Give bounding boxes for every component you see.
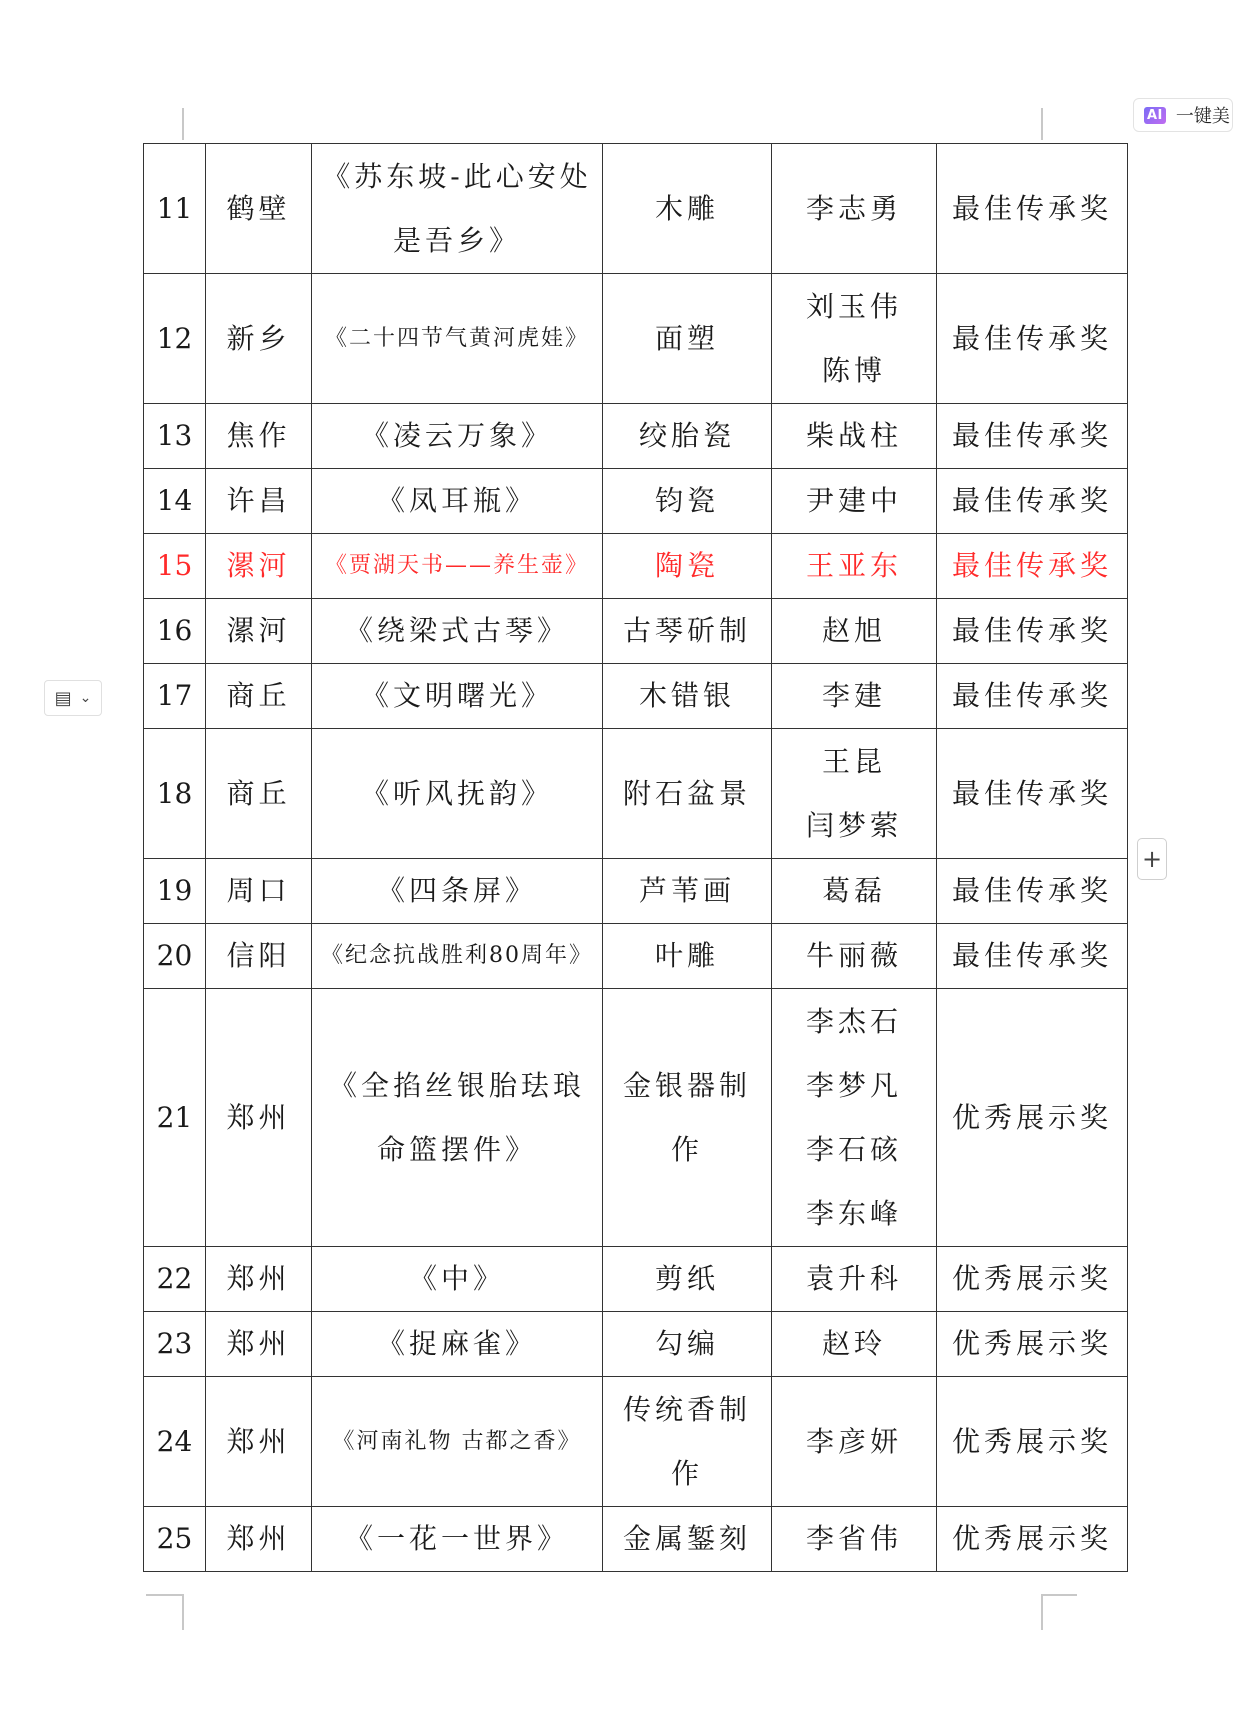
cell-city: 郑州 bbox=[206, 1247, 312, 1312]
cell-category-line: 绞胎瓷 bbox=[638, 419, 735, 452]
cell-work-title bbox=[312, 729, 603, 859]
cell-category-line: 钧瓷 bbox=[654, 484, 719, 517]
corner-mark-top-right bbox=[1041, 108, 1043, 140]
cell-city: 焦作 bbox=[206, 404, 312, 469]
cell-category bbox=[603, 989, 772, 1247]
cell-category-line: 面塑 bbox=[654, 321, 719, 355]
cell-author-line: 王昆 bbox=[821, 744, 886, 778]
cell-award: 最佳传承奖 bbox=[937, 274, 1128, 404]
cell-author bbox=[772, 924, 937, 989]
add-row-button[interactable] bbox=[1137, 838, 1167, 880]
cell-city: 商丘 bbox=[206, 664, 312, 729]
table-row bbox=[144, 144, 1128, 274]
cell-work-title bbox=[312, 859, 603, 924]
ai-beautify-button[interactable] bbox=[1133, 98, 1233, 132]
cell-work-title bbox=[312, 599, 603, 664]
cell-work-title bbox=[312, 1312, 603, 1377]
cell-city: 郑州 bbox=[206, 989, 312, 1247]
cell-author bbox=[772, 144, 937, 274]
cell-award: 最佳传承奖 bbox=[937, 599, 1128, 664]
cell-category bbox=[603, 1377, 772, 1507]
corner-mark-top-left bbox=[182, 108, 184, 140]
cell-author bbox=[772, 404, 937, 469]
ai-icon: AI bbox=[1144, 107, 1166, 124]
cell-award: 最佳传承奖 bbox=[937, 534, 1128, 599]
table-row bbox=[144, 924, 1128, 989]
cell-work-title-line: 《四条屏》 bbox=[376, 874, 537, 907]
cell-work-title-line: 《全掐丝银胎珐琅 bbox=[328, 1068, 585, 1102]
cell-work-title bbox=[312, 1507, 603, 1572]
cell-award: 最佳传承奖 bbox=[937, 144, 1128, 274]
corner-mark-bottom-right-h bbox=[1041, 1594, 1077, 1596]
cell-category bbox=[603, 534, 772, 599]
cell-work-title bbox=[312, 664, 603, 729]
cell-author-line: 李东峰 bbox=[805, 1196, 902, 1230]
cell-work-title-line: 《苏东坡-此心安处 bbox=[322, 159, 592, 193]
cell-category-line: 木雕 bbox=[654, 191, 719, 225]
cell-category-line: 勾编 bbox=[654, 1327, 719, 1360]
cell-city: 漯河 bbox=[206, 534, 312, 599]
corner-mark-bottom-left-h bbox=[146, 1594, 182, 1596]
cell-work-title-line: 《凤耳瓶》 bbox=[376, 484, 537, 517]
cell-work-title-line: 命篮摆件》 bbox=[376, 1132, 537, 1166]
cell-category bbox=[603, 924, 772, 989]
cell-author-line: 李建 bbox=[821, 679, 886, 712]
cell-author-line: 李石硋 bbox=[805, 1132, 902, 1166]
table-row bbox=[144, 664, 1128, 729]
cell-author bbox=[772, 534, 937, 599]
cell-work-title bbox=[312, 989, 603, 1247]
cell-work-title-line: 《文明曙光》 bbox=[360, 679, 553, 712]
paragraph-tool-button[interactable] bbox=[44, 680, 102, 716]
cell-number: 13 bbox=[144, 404, 206, 469]
cell-number: 15 bbox=[144, 534, 206, 599]
cell-city: 周口 bbox=[206, 859, 312, 924]
paragraph-icon: ▤ bbox=[54, 687, 72, 709]
cell-author-line: 袁升科 bbox=[805, 1262, 902, 1295]
table-row bbox=[144, 989, 1128, 1247]
ai-beautify-label: 一键美 bbox=[1175, 106, 1230, 127]
cell-work-title bbox=[312, 469, 603, 534]
cell-award: 优秀展示奖 bbox=[937, 1247, 1128, 1312]
cell-author-line: 王亚东 bbox=[805, 549, 902, 582]
awards-table bbox=[143, 143, 1128, 1572]
cell-number: 22 bbox=[144, 1247, 206, 1312]
cell-author-line: 牛丽薇 bbox=[805, 939, 902, 972]
cell-category bbox=[603, 859, 772, 924]
cell-work-title-line: 《二十四节气黄河虎娃》 bbox=[324, 325, 589, 351]
plus-icon: + bbox=[1141, 845, 1163, 873]
cell-work-title bbox=[312, 924, 603, 989]
cell-author bbox=[772, 729, 937, 859]
table-row bbox=[144, 1312, 1128, 1377]
cell-city: 商丘 bbox=[206, 729, 312, 859]
cell-award: 最佳传承奖 bbox=[937, 729, 1128, 859]
table-row bbox=[144, 729, 1128, 859]
cell-number: 19 bbox=[144, 859, 206, 924]
cell-author-line: 柴战柱 bbox=[805, 419, 902, 452]
cell-author-line: 李梦凡 bbox=[805, 1068, 902, 1102]
table-row bbox=[144, 859, 1128, 924]
cell-work-title bbox=[312, 144, 603, 274]
cell-award: 最佳传承奖 bbox=[937, 924, 1128, 989]
cell-category bbox=[603, 274, 772, 404]
table-row bbox=[144, 274, 1128, 404]
cell-work-title bbox=[312, 534, 603, 599]
cell-author-line: 李杰石 bbox=[805, 1004, 902, 1038]
table-row bbox=[144, 1377, 1128, 1507]
cell-award: 最佳传承奖 bbox=[937, 859, 1128, 924]
cell-number: 17 bbox=[144, 664, 206, 729]
cell-category-line: 作 bbox=[670, 1456, 703, 1490]
cell-category bbox=[603, 144, 772, 274]
cell-work-title-line: 《凌云万象》 bbox=[360, 419, 553, 452]
cell-award: 最佳传承奖 bbox=[937, 469, 1128, 534]
cell-category-line: 芦苇画 bbox=[638, 874, 735, 907]
cell-category bbox=[603, 729, 772, 859]
cell-author-line: 刘玉伟 bbox=[805, 289, 902, 323]
cell-author-line: 赵玲 bbox=[821, 1327, 886, 1360]
cell-author-line: 闫梦萦 bbox=[805, 808, 902, 842]
chevron-down-icon: ⌄ bbox=[79, 690, 92, 706]
cell-city: 漯河 bbox=[206, 599, 312, 664]
cell-city: 鹤壁 bbox=[206, 144, 312, 274]
cell-author bbox=[772, 1507, 937, 1572]
cell-category bbox=[603, 404, 772, 469]
awards-table-body bbox=[144, 144, 1128, 1572]
cell-work-title-line: 《中》 bbox=[408, 1262, 505, 1295]
cell-author bbox=[772, 599, 937, 664]
cell-author-line: 葛磊 bbox=[821, 874, 886, 907]
cell-award: 最佳传承奖 bbox=[937, 664, 1128, 729]
cell-category bbox=[603, 664, 772, 729]
cell-category-line: 金属錾刻 bbox=[622, 1522, 751, 1555]
cell-number: 16 bbox=[144, 599, 206, 664]
cell-number: 25 bbox=[144, 1507, 206, 1572]
cell-category bbox=[603, 1247, 772, 1312]
cell-author bbox=[772, 1247, 937, 1312]
cell-work-title-line: 《一花一世界》 bbox=[344, 1522, 569, 1555]
corner-mark-bottom-right-v bbox=[1041, 1594, 1043, 1630]
cell-number: 24 bbox=[144, 1377, 206, 1507]
cell-author bbox=[772, 859, 937, 924]
cell-city: 信阳 bbox=[206, 924, 312, 989]
cell-number: 14 bbox=[144, 469, 206, 534]
cell-category-line: 作 bbox=[670, 1132, 703, 1166]
cell-work-title bbox=[312, 274, 603, 404]
cell-award: 优秀展示奖 bbox=[937, 1377, 1128, 1507]
cell-number: 18 bbox=[144, 729, 206, 859]
cell-author-line: 李彦妍 bbox=[805, 1424, 902, 1458]
table-row bbox=[144, 469, 1128, 534]
cell-number: 12 bbox=[144, 274, 206, 404]
cell-work-title-line: 《捉麻雀》 bbox=[376, 1327, 537, 1360]
cell-author-line: 尹建中 bbox=[805, 484, 902, 517]
cell-work-title-line: 《河南礼物 古都之香》 bbox=[332, 1428, 582, 1454]
cell-category-line: 剪纸 bbox=[654, 1262, 719, 1295]
cell-category-line: 陶瓷 bbox=[654, 549, 719, 582]
cell-category-line: 古琴斫制 bbox=[622, 614, 751, 647]
cell-work-title-line: 《贾湖天书——养生壶》 bbox=[324, 553, 589, 578]
table-row bbox=[144, 1247, 1128, 1312]
table-row bbox=[144, 599, 1128, 664]
cell-work-title-line: 《纪念抗战胜利80周年》 bbox=[321, 943, 593, 968]
cell-category-line: 金银器制 bbox=[622, 1068, 751, 1102]
cell-author-line: 李志勇 bbox=[805, 191, 902, 225]
cell-award: 优秀展示奖 bbox=[937, 1312, 1128, 1377]
cell-author-line: 李省伟 bbox=[805, 1522, 902, 1555]
cell-category bbox=[603, 1507, 772, 1572]
corner-mark-bottom-left-v bbox=[182, 1594, 184, 1630]
cell-author bbox=[772, 989, 937, 1247]
cell-category bbox=[603, 469, 772, 534]
cell-category bbox=[603, 599, 772, 664]
cell-work-title-line: 《听风抚韵》 bbox=[360, 776, 553, 810]
cell-number: 20 bbox=[144, 924, 206, 989]
table-row bbox=[144, 404, 1128, 469]
cell-number: 23 bbox=[144, 1312, 206, 1377]
cell-category-line: 附石盆景 bbox=[622, 776, 751, 810]
cell-author bbox=[772, 1377, 937, 1507]
cell-city: 新乡 bbox=[206, 274, 312, 404]
cell-work-title bbox=[312, 1377, 603, 1507]
cell-city: 郑州 bbox=[206, 1312, 312, 1377]
cell-work-title-line: 是吾乡》 bbox=[392, 223, 521, 257]
cell-award: 优秀展示奖 bbox=[937, 989, 1128, 1247]
cell-author bbox=[772, 664, 937, 729]
cell-number: 11 bbox=[144, 144, 206, 274]
cell-award: 最佳传承奖 bbox=[937, 404, 1128, 469]
cell-city: 许昌 bbox=[206, 469, 312, 534]
table-row bbox=[144, 534, 1128, 599]
cell-category-line: 木错银 bbox=[638, 679, 735, 712]
cell-city: 郑州 bbox=[206, 1377, 312, 1507]
cell-author bbox=[772, 469, 937, 534]
cell-category-line: 传统香制 bbox=[622, 1392, 751, 1426]
cell-award: 优秀展示奖 bbox=[937, 1507, 1128, 1572]
table-row bbox=[144, 1507, 1128, 1572]
cell-number: 21 bbox=[144, 989, 206, 1247]
cell-category bbox=[603, 1312, 772, 1377]
cell-category-line: 叶雕 bbox=[654, 939, 719, 972]
cell-work-title bbox=[312, 1247, 603, 1312]
cell-author bbox=[772, 274, 937, 404]
cell-author-line: 陈博 bbox=[821, 353, 886, 387]
cell-author bbox=[772, 1312, 937, 1377]
cell-work-title-line: 《绕梁式古琴》 bbox=[344, 614, 569, 647]
cell-work-title bbox=[312, 404, 603, 469]
cell-author-line: 赵旭 bbox=[821, 614, 886, 647]
cell-city: 郑州 bbox=[206, 1507, 312, 1572]
